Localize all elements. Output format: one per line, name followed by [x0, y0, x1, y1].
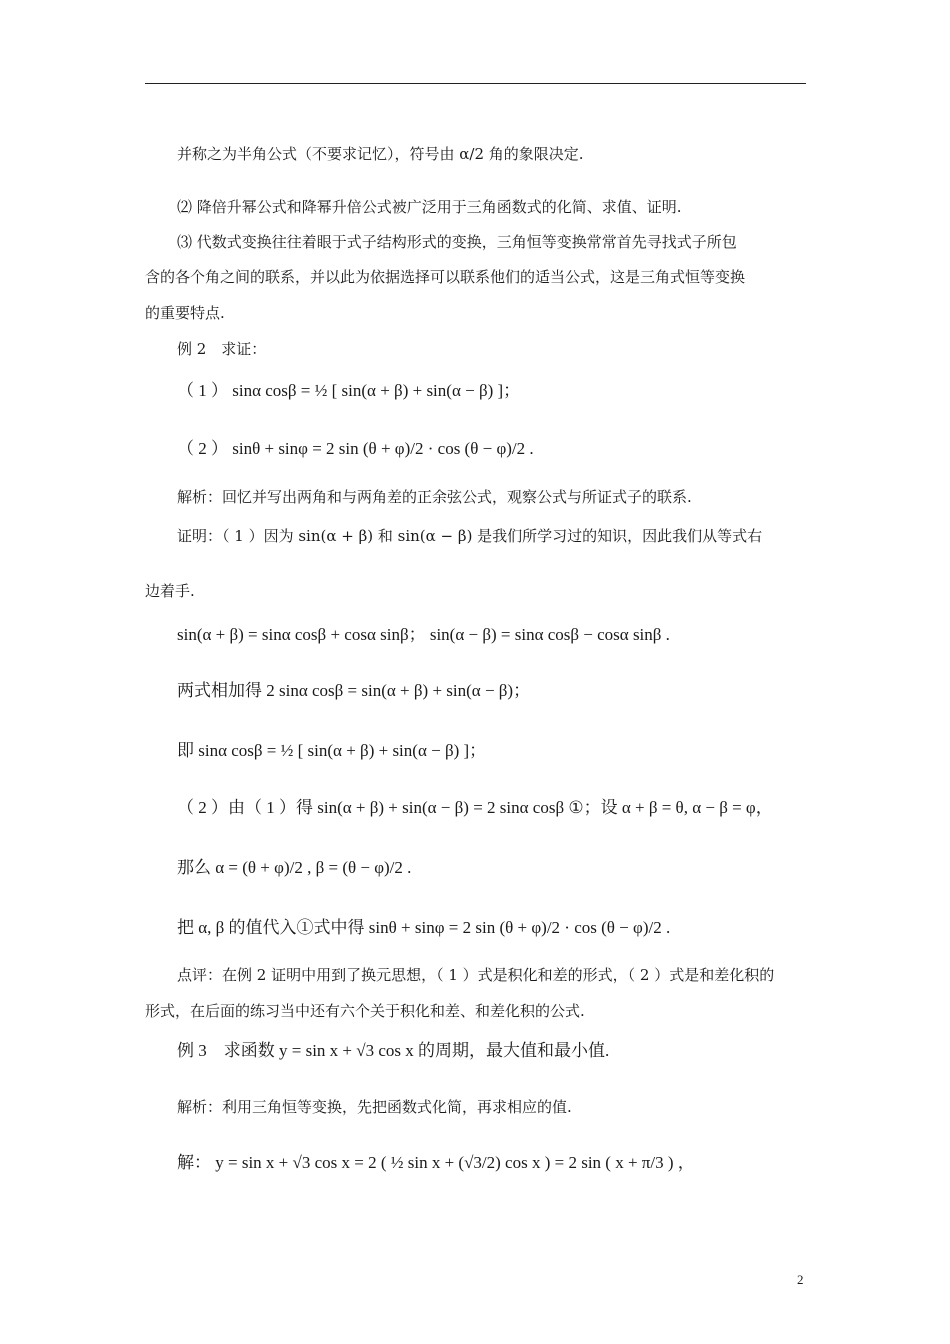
text-line-4: 含的各个角之间的联系，并以此为依据选择可以联系他们的适当公式，这是三角式恒等变换: [145, 268, 746, 286]
added-equation: 两式相加得 2 sinα cosβ = sin(α + β) + sin(α − β)；: [177, 681, 531, 700]
example-3-heading: 例 3 求函数 y = sin x + √3 cos x 的周期，最大值和最小值.: [177, 1041, 610, 1060]
example-2-formula-1: （ 1 ） sinα cosβ = ½ [ sin(α + β) + sin(α − β) ]；: [177, 381, 521, 400]
substitution-line: 那么 α = (θ + φ)/2 , β = (θ − φ)/2 .: [177, 858, 412, 877]
example-2-heading: 例 2 求证：: [177, 340, 267, 358]
result-equation-1: 即 sinα cosβ = ½ [ sin(α + β) + sin(α − β) ]；: [177, 741, 487, 760]
header-rule: [145, 83, 806, 84]
text-line-1: 并称之为半角公式（不要求记忆），符号由 α/2 角的象限决定.: [177, 145, 584, 163]
sum-difference-formulas: sin(α + β) = sinα cosβ + cosα sinβ； sin(α − β) = sinα cosβ − cosα sinβ .: [177, 625, 670, 644]
comment-line-1: 点评：在例 2 证明中用到了换元思想，（ 1 ）式是积化和差的形式，（ 2 ）式是和差化积的: [177, 966, 775, 984]
text-line-2: ⑵ 降倍升幂公式和降幂升倍公式被广泛用于三角函数式的化简、求值、证明.: [177, 198, 682, 216]
result-equation-2: 把 α, β 的值代入①式中得 sinθ + sinφ = 2 sin (θ + φ)/2 · cos (θ − φ)/2 .: [177, 918, 671, 937]
text-line-3: ⑶ 代数式变换往往着眼于式子结构形式的变换，三角恒等变换常常首先寻找式子所包: [177, 233, 737, 251]
proof-line-1: 证明：（ 1 ）因为 sin(α + β) 和 sin(α − β) 是我们所学习过的知识，因此我们从等式右: [177, 527, 763, 545]
comment-line-2: 形式，在后面的练习当中还有六个关于积化和差、和差化积的公式.: [145, 1002, 585, 1020]
analysis-line: 解析：回忆并写出两角和与两角差的正余弦公式，观察公式与所证式子的联系.: [177, 488, 692, 506]
proof-line-2: 边着手.: [145, 582, 195, 600]
page-number: 2: [797, 1272, 804, 1287]
example-2-formula-2: （ 2 ） sinθ + sinφ = 2 sin (θ + φ)/2 · cos (θ − φ)/2 .: [177, 439, 534, 458]
example-3-solution: 解： y = sin x + √3 cos x = 2 ( ½ sin x + (√3/2) cos x ) = 2 sin ( x + π/3 ) ，: [177, 1153, 695, 1172]
proof-part-2-line: （ 2 ）由（ 1 ）得 sin(α + β) + sin(α − β) = 2 sinα cosβ ①；设 α + β = θ, α − β = φ，: [177, 798, 773, 817]
text-line-5: 的重要特点.: [145, 304, 225, 322]
example-3-analysis: 解析：利用三角恒等变换，先把函数式化简，再求相应的值.: [177, 1098, 572, 1116]
